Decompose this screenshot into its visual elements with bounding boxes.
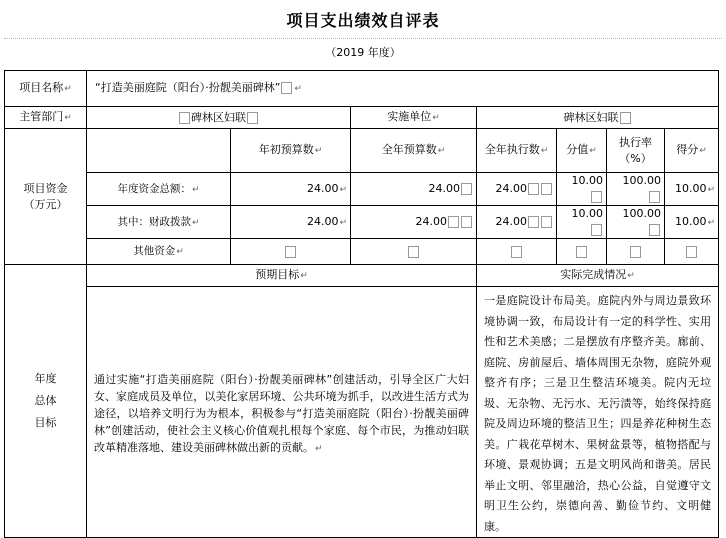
funds-cell-score[interactable]: 10.00↵ <box>665 206 719 239</box>
funds-cell-score-value[interactable]: 10.00 <box>557 206 607 239</box>
header-score: 得分↵ <box>665 129 719 173</box>
funds-row-label: 年度资金总额：↵ <box>87 173 231 206</box>
funds-cell-executed[interactable]: 24.00 <box>477 206 557 239</box>
project-name-label: 项目名称↵ <box>5 71 87 107</box>
expected-goal-header: 预期目标↵ <box>87 265 477 287</box>
header-annual-execution: 全年执行数↵ <box>477 129 557 173</box>
actual-completion-header: 实际完成情况↵ <box>477 265 719 287</box>
funds-label: 项目资金 （万元） <box>5 129 87 265</box>
implementing-unit-value[interactable]: 碑林区妇联 <box>477 107 719 129</box>
actual-completion-text[interactable]: 一是庭院设计布局美。庭院内外与周边景致环境协调一致，布局设计有一定的科学性、实用性和艺术美感；二是摆放有序整齐美。廊前、庭院、房前屋后、墙体周围无杂物，庭院外观整齐有序；三是卫生整洁环境美。院内无垃圾、无杂物、无污水、无污渍等，始终保持庭院及周边环境的整洁卫生；四是养花种树生态美。广栽花草树木、果树盆景等，植物搭配与环境、景观协调；五是文明风尚和谐美。居民举止文明、邻里融洽，热心公益，自觉遵守文明卫生公约，崇德向善、勤俭节约、文明健康。 <box>477 287 719 538</box>
dotted-rule <box>4 38 722 39</box>
goals-label: 年度 总体 目标 <box>5 265 87 538</box>
header-score-value: 分值↵ <box>557 129 607 173</box>
funds-header-row <box>5 129 719 173</box>
funds-cell-rate[interactable]: 100.00 <box>607 173 665 206</box>
department-label: 主管部门↵ <box>5 107 87 129</box>
funds-cell-score[interactable]: 10.00↵ <box>665 173 719 206</box>
project-name-value[interactable]: “打造美丽庭院（阳台）·扮靓美丽碑林” ↵ <box>87 71 719 107</box>
funds-row-fiscal <box>5 206 719 239</box>
funds-cell-initial[interactable] <box>231 239 351 265</box>
funds-row-label: 其中：财政拨款↵ <box>87 206 231 239</box>
funds-cell-annual[interactable]: 24.00 <box>351 206 477 239</box>
funds-cell-score[interactable] <box>665 239 719 265</box>
funds-cell-executed[interactable]: 24.00 <box>477 173 557 206</box>
funds-row-label: 其他资金↵ <box>87 239 231 265</box>
self-evaluation-table <box>4 70 719 538</box>
funds-cell-rate[interactable] <box>607 239 665 265</box>
expected-goal-text[interactable]: 通过实施“打造美丽庭院（阳台）·扮靓美丽碑林”创建活动，引导全区广大妇女、家庭成员及单位，以美化家居环境、公共环境为抓手，以改进生活方式为途径，以培养文明行为为根本，积极参与“打造美丽庭院（阳台）·扮靓美丽碑林”创建活动，使社会主义核心价值观扎根每个家庭、每个市民，为推动妇联改革精准落地、建设美丽碑林做出新的贡献。↵ <box>87 287 477 538</box>
document-year: （2019 年度） <box>325 46 401 59</box>
funds-cell-executed[interactable] <box>477 239 557 265</box>
funds-header-blank <box>87 129 231 173</box>
funds-cell-initial[interactable]: 24.00↵ <box>231 173 351 206</box>
department-row <box>5 107 719 129</box>
implementing-unit-label: 实施单位↵ <box>351 107 477 129</box>
document-title: 项目支出绩效自评表 <box>286 11 440 30</box>
funds-cell-score-value[interactable]: 10.00 <box>557 173 607 206</box>
funds-row-total <box>5 173 719 206</box>
department-value[interactable]: 碑林区妇联 <box>87 107 351 129</box>
project-name-row <box>5 71 719 107</box>
header-execution-rate: 执行率 （%） <box>607 129 665 173</box>
funds-cell-annual[interactable] <box>351 239 477 265</box>
header-initial-budget: 年初预算数↵ <box>231 129 351 173</box>
funds-cell-initial[interactable]: 24.00↵ <box>231 206 351 239</box>
funds-cell-annual[interactable]: 24.00 <box>351 173 477 206</box>
goals-header-row <box>5 265 719 287</box>
header-annual-budget: 全年预算数↵ <box>351 129 477 173</box>
funds-row-other <box>5 239 719 265</box>
funds-cell-rate[interactable]: 100.00 <box>607 206 665 239</box>
funds-cell-score-value[interactable] <box>557 239 607 265</box>
